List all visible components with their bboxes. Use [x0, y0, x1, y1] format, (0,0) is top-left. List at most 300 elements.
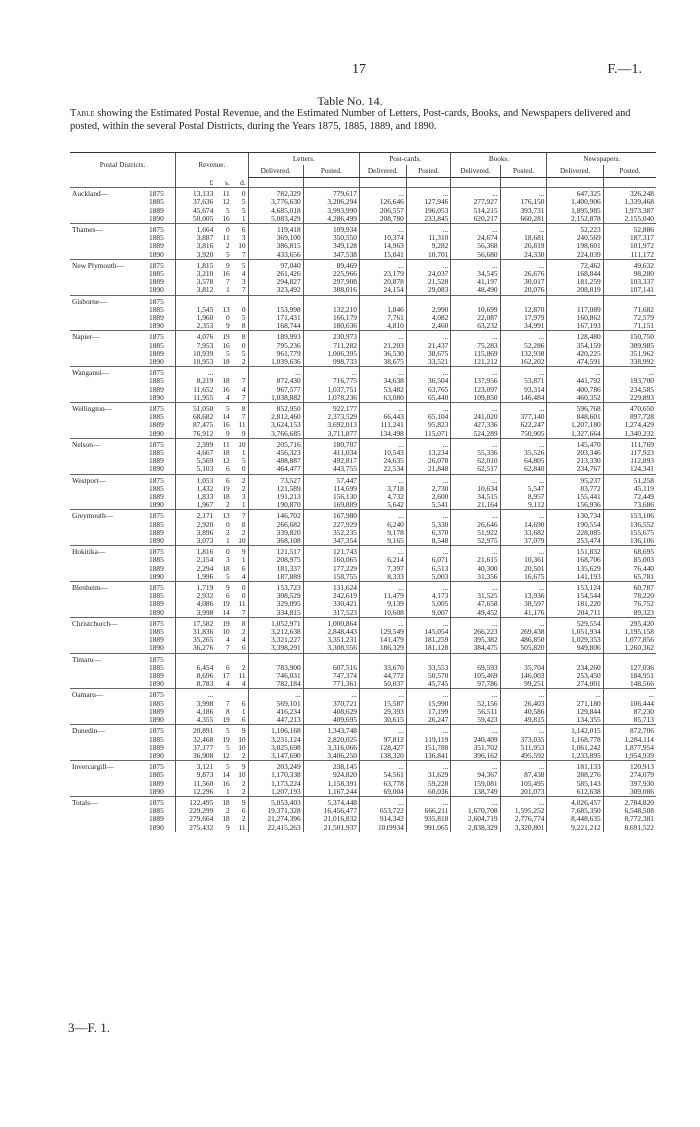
newspapers-delivered-cell: 181,133 [547, 761, 603, 772]
letters-delivered-cell: 5,083,429 [248, 215, 303, 224]
revenue-pence-cell: 4 [241, 635, 246, 645]
revenue-shillings-cell: 16 [222, 420, 230, 430]
books-posted-cell: 105,495 [500, 780, 547, 788]
newspapers-delivered-cell: 1,029,353 [547, 636, 603, 644]
year-cell: 1885 [149, 412, 164, 422]
newspapers-delivered-cell: 585,143 [547, 780, 603, 788]
books-delivered-cell: 10,699 [451, 306, 500, 314]
letters-delivered-cell: 369,100 [248, 234, 303, 242]
revenue-shillings-cell: 18 [222, 492, 230, 502]
revenue-shillings-cell: 14 [222, 770, 230, 780]
postcards-delivered-cell: ... [359, 223, 406, 234]
postcards-posted-cell: 45,745 [406, 680, 451, 689]
revenue-pence-cell: 11 [238, 420, 246, 430]
books-delivered-cell: 59,423 [451, 716, 500, 725]
year-cell: 1889 [149, 778, 164, 788]
revenue-shillings-cell: 18 [222, 448, 230, 457]
newspapers-posted-cell: 6,548,508 [603, 807, 656, 815]
year-cell: 1875 [145, 438, 175, 449]
postcards-delivered-header: Delivered. [359, 165, 406, 178]
letters-delivered-cell: 119,418 [248, 223, 303, 234]
newspapers-delivered-cell: 190,554 [547, 521, 603, 529]
books-posted-cell: 35,704 [500, 664, 547, 672]
revenue-pence-cell: 2 [241, 662, 246, 672]
books-delivered-cell: 56,511 [451, 708, 500, 716]
books-delivered-cell: 384,475 [451, 644, 500, 653]
books-posted-cell: ... [500, 796, 547, 807]
newspapers-posted-cell: 72,579 [603, 314, 656, 322]
newspapers-posted-cell: 872,706 [603, 725, 656, 736]
newspapers-delivered-cell: 52,223 [547, 223, 603, 234]
books-posted-cell: 9,112 [500, 501, 547, 510]
revenue-pounds-cell: 4,076 [175, 331, 215, 342]
newspapers-delivered-cell: 474,591 [547, 358, 603, 367]
year-cell: 1890 [149, 321, 164, 331]
books-delivered-cell: 620,217 [451, 215, 500, 224]
books-delivered-cell: ... [451, 546, 500, 557]
newspapers-delivered-cell: 1,061,242 [547, 744, 603, 752]
revenue-pence-cell: 2 [241, 786, 246, 796]
newspapers-posted-cell: 68,695 [603, 546, 656, 557]
postcards-delivered-cell: 66,443 [359, 413, 406, 421]
revenue-pounds-cell: 2,932 [175, 592, 215, 600]
newspapers-delivered-cell: 181,259 [547, 278, 603, 286]
letters-delivered-cell: 3,025,698 [248, 744, 303, 752]
books-posted-cell: 146,484 [500, 394, 547, 403]
revenue-pounds-cell: 68,682 [175, 413, 215, 421]
year-cell: 1875 [145, 223, 175, 234]
revenue-shillings-cell: 9 [215, 582, 231, 593]
table-row [70, 573, 656, 582]
postcards-header: Post-cards. [359, 153, 450, 166]
books-delivered-cell: 241,020 [451, 413, 500, 421]
newspapers-posted-cell: 101,972 [603, 242, 656, 250]
letters-posted-cell: 297,908 [303, 278, 359, 286]
revenue-pence-cell: 6 [241, 643, 246, 653]
year-cell: 1889 [149, 706, 164, 716]
revenue-shillings-cell: 14 [222, 607, 230, 617]
postcards-posted-cell: ... [406, 582, 451, 593]
revenue-pence-cell: 9 [232, 796, 248, 807]
revenue-shillings-cell: 2 [226, 500, 230, 510]
postcards-posted-cell: ... [406, 474, 451, 485]
revenue-shillings-cell: 2 [226, 806, 230, 816]
revenue-pounds-cell: 10,939 [175, 350, 215, 358]
postcards-delivered-cell: ... [359, 546, 406, 557]
books-delivered-cell: ... [451, 725, 500, 736]
revenue-pounds-cell: 13,133 [175, 188, 215, 199]
newspapers-posted-cell: 338,992 [603, 358, 656, 367]
letters-posted-cell: 238,145 [303, 761, 359, 772]
revenue-shillings-cell: 7 [226, 643, 230, 653]
postcards-posted-cell: 115,071 [406, 430, 451, 439]
postcards-delivered-cell: 10,374 [359, 234, 406, 242]
revenue-pence-cell: 10 [238, 742, 246, 752]
books-delivered-cell: 138,749 [451, 788, 500, 797]
revenue-shillings-cell: 8 [226, 706, 230, 716]
letters-posted-header: Posted. [303, 165, 359, 178]
postal-statistics-table [70, 152, 656, 832]
letters-header: Letters. [248, 153, 359, 166]
district-name: Napier— [70, 331, 145, 342]
postcards-delivered-cell: ... [359, 725, 406, 736]
revenue-pounds-cell: 1,053 [175, 474, 215, 485]
books-delivered-cell: ... [451, 438, 500, 449]
revenue-pounds-cell: 2,154 [175, 556, 215, 564]
revenue-shillings-cell: 12 [222, 750, 230, 760]
revenue-shillings-cell: 5 [226, 249, 230, 259]
books-delivered-cell: 396,162 [451, 752, 500, 761]
revenue-pence-cell: 8 [241, 519, 246, 529]
books-posted-cell: 132,938 [500, 350, 547, 358]
postcards-posted-cell: 6,370 [406, 529, 451, 537]
newspapers-posted-cell: 85,003 [603, 556, 656, 564]
table-row [70, 251, 656, 260]
revenue-header: Revenue. [175, 153, 248, 178]
revenue-pence-cell: 6 [232, 223, 248, 234]
newspapers-posted-cell: 229,893 [603, 394, 656, 403]
newspapers-delivered-cell: 529,554 [547, 617, 603, 628]
newspapers-delivered-cell: 160,862 [547, 314, 603, 322]
postcards-posted-cell: 29,083 [406, 286, 451, 295]
revenue-pounds-cell: 2,920 [175, 521, 215, 529]
postcards-delivered-cell: 69,004 [359, 788, 406, 797]
books-delivered-cell: ... [451, 223, 500, 234]
books-delivered-cell: 121,212 [451, 358, 500, 367]
books-posted-cell: 16,675 [500, 573, 547, 582]
books-delivered-cell: ... [451, 188, 500, 199]
revenue-shillings-cell: 18 [222, 563, 230, 573]
newspapers-delivered-cell: 354,159 [547, 342, 603, 350]
newspapers-posted-cell: 106,444 [603, 700, 656, 708]
letters-posted-cell: 114,699 [303, 485, 359, 493]
newspapers-delivered-cell: 240,569 [547, 234, 603, 242]
year-cell: 1889 [149, 814, 164, 824]
postcards-delivered-cell: 141,479 [359, 636, 406, 644]
revenue-pounds-cell: 9,873 [175, 771, 215, 779]
revenue-pence-cell: 5 [232, 259, 248, 270]
newspapers-posted-cell: 103,337 [603, 278, 656, 286]
revenue-pounds-cell: 12,296 [175, 788, 215, 797]
newspapers-posted-cell: 155,675 [603, 529, 656, 537]
letters-posted-cell: 160,065 [303, 556, 359, 564]
postcards-delivered-cell: 63,778 [359, 780, 406, 788]
year-cell: 1885 [149, 233, 164, 243]
revenue-shillings-cell: 5 [226, 348, 230, 358]
newspapers-posted-cell: 187,317 [603, 234, 656, 242]
revenue-shillings-cell: 9 [226, 428, 230, 438]
postcards-posted-cell: 59,228 [406, 780, 451, 788]
postcards-posted-header: Posted. [406, 165, 451, 178]
letters-delivered-cell: 189,993 [248, 331, 303, 342]
postcards-posted-cell: 5,330 [406, 521, 451, 529]
district-name: Oamaru— [70, 689, 145, 700]
postcards-delivered-cell: 24,635 [359, 457, 406, 465]
year-cell: 1885 [149, 555, 164, 565]
newspapers-delivered-cell: 274,001 [547, 680, 603, 689]
books-posted-cell: ... [500, 510, 547, 521]
year-cell: 1875 [145, 474, 175, 485]
revenue-pence-cell: 2 [232, 474, 248, 485]
year-cell: 1875 [145, 510, 175, 521]
postcards-posted-cell: 38,675 [406, 350, 451, 358]
year-cell: 1889 [149, 241, 164, 251]
revenue-pounds-cell: 17,582 [175, 617, 215, 628]
revenue-pounds-cell: 3,920 [175, 251, 215, 260]
newspapers-delivered-cell: 460,352 [547, 394, 603, 403]
postcards-posted-cell: 31,629 [406, 771, 451, 779]
books-posted-cell: 660,281 [500, 215, 547, 224]
revenue-pence-cell: 3 [241, 233, 246, 243]
postcards-delivered-cell: 38,675 [359, 358, 406, 367]
letters-delivered-cell: 1,173,224 [248, 780, 303, 788]
year-cell: 1889 [149, 527, 164, 537]
district-name: Hokitika— [70, 546, 145, 557]
postcards-posted-cell: 2,460 [406, 322, 451, 331]
letters-posted-cell: 3,711,877 [303, 430, 359, 439]
newspapers-posted-cell: 71,682 [603, 306, 656, 314]
letters-delivered-cell: 783,900 [248, 664, 303, 672]
year-cell: 1890 [149, 750, 164, 760]
letters-delivered-cell: 3,624,153 [248, 421, 303, 429]
newspapers-delivered-cell: 2,152,878 [547, 215, 603, 224]
revenue-shillings-cell: 1 [226, 786, 230, 796]
district-name: Wanganui— [70, 367, 145, 378]
newspapers-posted-cell: 351,962 [603, 350, 656, 358]
revenue-pounds-cell: 37,636 [175, 198, 215, 206]
books-delivered-cell: 105,469 [451, 672, 500, 680]
postcards-delivered-cell: 8,333 [359, 573, 406, 582]
newspapers-delivered-cell: 288,276 [547, 771, 603, 779]
year-cell: 1890 [149, 428, 164, 438]
books-delivered-cell: ... [451, 331, 500, 342]
revenue-pounds-cell: 3,998 [175, 700, 215, 708]
letters-posted-cell: 747,374 [303, 672, 359, 680]
newspapers-posted-cell: 897,728 [603, 413, 656, 421]
newspapers-delivered-cell: 203,346 [547, 449, 603, 457]
letters-posted-cell: 177,229 [303, 565, 359, 573]
letters-delivered-cell: 168,744 [248, 322, 303, 331]
newspapers-posted-cell: 73,686 [603, 501, 656, 510]
page-number: 17 [352, 62, 366, 77]
postcards-posted-cell: 65,440 [406, 394, 451, 403]
revenue-pence-cell: 10 [238, 536, 246, 546]
postcards-posted-cell: 666,211 [406, 807, 451, 815]
revenue-pence-cell: 2 [241, 483, 246, 493]
revenue-pounds-cell: 51,050 [175, 402, 215, 413]
newspapers-posted-cell: 295,420 [603, 617, 656, 628]
revenue-shillings-cell: 17 [222, 671, 230, 681]
newspapers-delivered-cell: 1,327,664 [547, 430, 603, 439]
postcards-delivered-cell: 53,482 [359, 386, 406, 394]
postcards-posted-cell: 181,128 [406, 644, 451, 653]
postcards-posted-cell: ... [406, 259, 451, 270]
revenue-pounds-cell: 1,996 [175, 573, 215, 582]
district-name: Totals— [70, 796, 145, 807]
revenue-pence-cell: 1 [241, 213, 246, 223]
revenue-pence-cell: 7 [241, 607, 246, 617]
revenue-pounds-cell: 6,454 [175, 664, 215, 672]
postcards-posted-cell: 4,082 [406, 314, 451, 322]
table-row [70, 358, 656, 367]
revenue-pounds-cell: 32,468 [175, 736, 215, 744]
revenue-shillings-cell: 7 [226, 277, 230, 287]
revenue-shillings-cell: 18 [222, 814, 230, 824]
letters-posted-cell: ... [303, 689, 359, 700]
postcards-delivered-cell: 14,963 [359, 242, 406, 250]
postcards-delivered-cell: 10,608 [359, 609, 406, 618]
newspapers-posted-cell: 148,566 [603, 680, 656, 689]
books-delivered-cell: ... [451, 689, 500, 700]
letters-delivered-cell: 782,184 [248, 680, 303, 689]
newspapers-delivered-cell: 234,767 [547, 465, 603, 474]
newspapers-posted-cell: 1,284,114 [603, 736, 656, 744]
letters-delivered-cell: 782,329 [248, 188, 303, 199]
letters-delivered-cell: 334,815 [248, 609, 303, 618]
letters-posted-cell: 411,034 [303, 449, 359, 457]
year-cell: 1889 [149, 312, 164, 322]
books-delivered-cell: 2,604,719 [451, 815, 500, 823]
books-posted-cell: 18,681 [500, 234, 547, 242]
postcards-delivered-cell: 54,561 [359, 771, 406, 779]
letters-delivered-cell: ... [248, 367, 303, 378]
postcards-delivered-cell: 4,732 [359, 493, 406, 501]
books-delivered-cell: 159,081 [451, 780, 500, 788]
newspapers-delivered-cell: 1,895,985 [547, 207, 603, 215]
year-cell: 1889 [149, 384, 164, 394]
letters-posted-cell: 3,206,294 [303, 198, 359, 206]
letters-posted-cell: 225,966 [303, 270, 359, 278]
newspapers-posted-cell: 1,274,429 [603, 421, 656, 429]
district-name: Westport— [70, 474, 145, 485]
table-row [70, 430, 656, 439]
year-cell: 1885 [149, 519, 164, 529]
newspapers-delivered-cell: 151,832 [547, 546, 603, 557]
year-cell: 1885 [149, 268, 164, 278]
newspapers-delivered-cell: 1,168,778 [547, 736, 603, 744]
newspapers-delivered-cell: 134,355 [547, 716, 603, 725]
district-name: Invercargill— [70, 761, 145, 772]
newspapers-delivered-cell: 8,448,635 [547, 815, 603, 823]
year-cell: 1890 [149, 285, 164, 295]
revenue-pence-cell: 7 [241, 249, 246, 259]
revenue-pence-cell: 0 [241, 464, 246, 474]
letters-delivered-cell: 447,213 [248, 716, 303, 725]
year-cell: 1890 [149, 249, 164, 259]
postcards-posted-cell: 63,765 [406, 386, 451, 394]
books-posted-cell: 486,850 [500, 636, 547, 644]
books-delivered-header: Delivered. [451, 165, 500, 178]
postcards-posted-cell: 21,437 [406, 342, 451, 350]
newspapers-posted-cell: 1,954,939 [603, 752, 656, 761]
postcards-delivered-cell: 34,638 [359, 377, 406, 385]
postcards-posted-cell: 136,841 [406, 752, 451, 761]
revenue-shillings-cell: 5 [226, 571, 230, 581]
postcards-delivered-cell: 24,154 [359, 286, 406, 295]
letters-posted-cell: 156,130 [303, 493, 359, 501]
letters-posted-cell: 131,624 [303, 582, 359, 593]
letters-posted-cell: 711,282 [303, 342, 359, 350]
letters-delivered-cell: 3,212,638 [248, 628, 303, 636]
postcards-delivered-cell: 914,342 [359, 815, 406, 823]
letters-delivered-cell: 3,231,124 [248, 736, 303, 744]
newspapers-delivered-cell: 9,221,212 [547, 824, 603, 832]
newspapers-posted-cell: 274,079 [603, 771, 656, 779]
newspapers-header: Newspapers. [547, 153, 656, 166]
books-posted-cell: 34,991 [500, 322, 547, 331]
newspapers-posted-cell: 2,784,820 [603, 796, 656, 807]
postcards-posted-cell: 935,818 [406, 815, 451, 823]
books-posted-cell: 505,820 [500, 644, 547, 653]
letters-delivered-cell: 190,870 [248, 501, 303, 510]
books-posted-cell: ... [500, 689, 547, 700]
newspapers-posted-cell: 2,155,040 [603, 215, 656, 224]
revenue-pounds-cell: 8,696 [175, 672, 215, 680]
books-delivered-cell: 514,215 [451, 207, 500, 215]
table-row [70, 725, 656, 736]
revenue-shillings-cell: 18 [222, 356, 230, 366]
books-posted-cell: 162,202 [500, 358, 547, 367]
revenue-pence-cell: 0 [241, 340, 246, 350]
newspapers-posted-cell: 49,632 [603, 259, 656, 270]
letters-posted-cell: 4,286,499 [303, 215, 359, 224]
revenue-pence-cell: 6 [241, 806, 246, 816]
revenue-pence-cell: 6 [241, 563, 246, 573]
postcards-delivered-cell: ... [359, 474, 406, 485]
revenue-shillings-cell: 11 [222, 233, 230, 243]
newspapers-delivered-cell: 4,026,457 [547, 796, 603, 807]
table-row [70, 609, 656, 618]
newspapers-posted-cell: 111,172 [603, 251, 656, 260]
postcards-posted-cell: ... [406, 510, 451, 521]
newspapers-delivered-cell: 155,441 [547, 493, 603, 501]
letters-posted-cell: 158,755 [303, 573, 359, 582]
books-header: Books. [451, 153, 547, 166]
revenue-pounds-cell: 5,103 [175, 465, 215, 474]
books-delivered-cell: 56,368 [451, 242, 500, 250]
newspapers-delivered-cell: ... [547, 689, 603, 700]
postcards-delivered-cell: 206,557 [359, 207, 406, 215]
postcards-delivered-cell: 15,587 [359, 700, 406, 708]
newspapers-delivered-cell: ... [547, 367, 603, 378]
books-posted-cell: 64,805 [500, 457, 547, 465]
year-cell: 1885 [149, 627, 164, 637]
postcards-posted-cell: 50,570 [406, 672, 451, 680]
revenue-pounds-cell: 8,783 [175, 680, 215, 689]
postcards-delivered-cell: 208,780 [359, 215, 406, 224]
postcards-posted-cell: 21,528 [406, 278, 451, 286]
newspapers-posted-cell: 111,769 [603, 438, 656, 449]
books-posted-cell: 52,286 [500, 342, 547, 350]
revenue-pounds-cell: 45,674 [175, 207, 215, 215]
letters-delivered-header: Delivered. [248, 165, 303, 178]
books-posted-cell: ... [500, 582, 547, 593]
books-delivered-cell: 10,634 [451, 485, 500, 493]
district-name: Dunedin— [70, 725, 145, 736]
postcards-posted-cell: ... [406, 188, 451, 199]
books-posted-cell: 93,314 [500, 386, 547, 394]
year-cell: 1889 [149, 742, 164, 752]
letters-delivered-cell: 73,527 [248, 474, 303, 485]
letters-posted-cell: 1,158,391 [303, 780, 359, 788]
letters-posted-cell: 998,733 [303, 358, 359, 367]
letters-posted-cell: ... [303, 367, 359, 378]
newspapers-posted-cell: 127,036 [603, 664, 656, 672]
letters-delivered-cell: 3,766,685 [248, 430, 303, 439]
books-posted-cell: ... [500, 761, 547, 772]
newspapers-delivered-header: Delivered. [547, 165, 603, 178]
table-row [70, 752, 656, 761]
